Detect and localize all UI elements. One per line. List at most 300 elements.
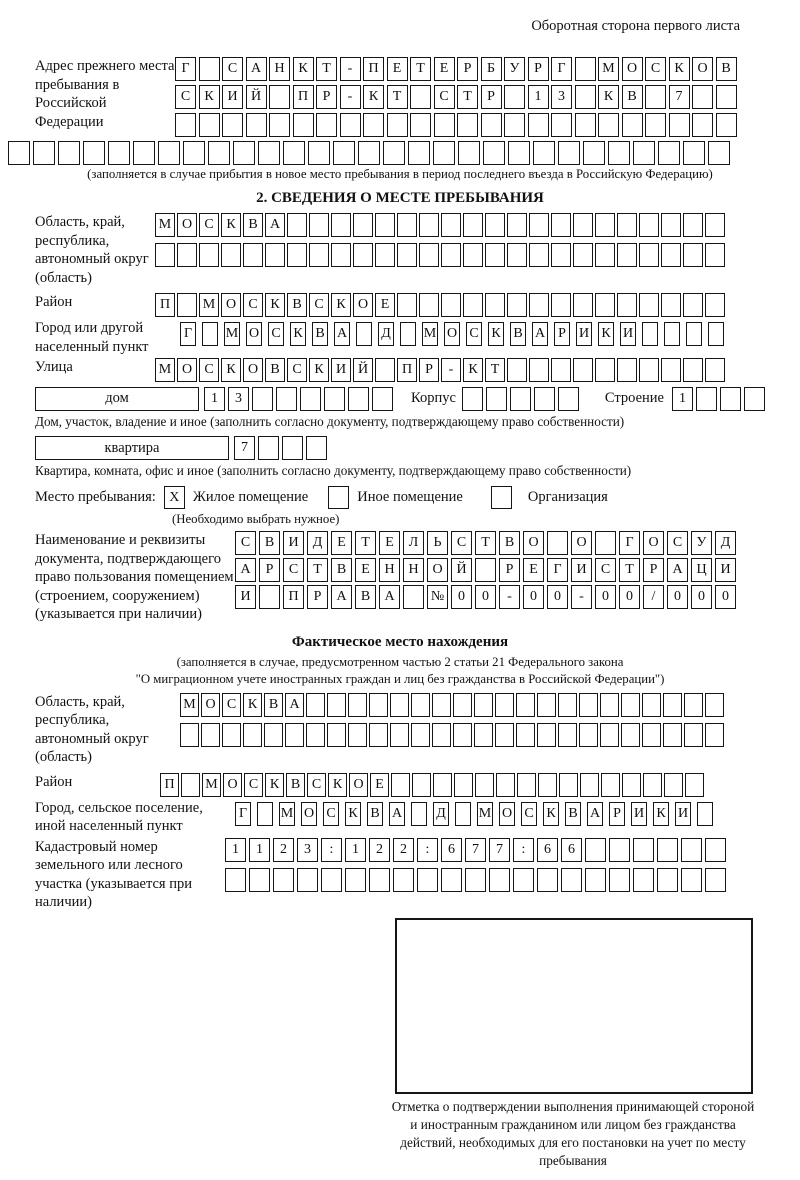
char-box[interactable]: Б [481,57,502,81]
char-box[interactable] [258,141,280,165]
char-box[interactable]: Г [547,558,568,582]
char-box[interactable] [331,213,351,237]
char-box[interactable] [463,213,483,237]
char-box[interactable] [585,838,606,862]
char-box[interactable] [410,85,431,109]
char-box[interactable] [432,723,451,747]
char-box[interactable]: А [334,322,350,346]
char-box[interactable]: В [367,802,383,826]
char-box[interactable] [321,868,342,892]
char-box[interactable]: В [499,531,520,555]
char-box[interactable]: С [244,773,263,797]
char-box[interactable]: К [488,322,504,346]
char-box[interactable] [463,243,483,267]
char-box[interactable] [642,723,661,747]
char-box[interactable]: С [175,85,196,109]
char-box[interactable] [664,322,680,346]
char-box[interactable] [243,243,263,267]
char-box[interactable]: И [715,558,736,582]
char-box[interactable] [457,113,478,137]
char-box[interactable] [463,293,483,317]
char-box[interactable] [269,113,290,137]
char-box[interactable] [485,243,505,267]
char-box[interactable]: О [177,358,197,382]
char-box[interactable] [595,531,616,555]
char-box[interactable]: И [631,802,647,826]
char-box[interactable]: 2 [393,838,414,862]
char-box[interactable]: М [180,693,199,717]
char-box[interactable] [716,85,737,109]
char-box[interactable]: Р [307,585,328,609]
char-box[interactable]: Д [307,531,328,555]
char-box[interactable] [181,773,200,797]
char-box[interactable]: О [427,558,448,582]
char-box[interactable] [716,113,737,137]
char-box[interactable] [683,141,705,165]
char-box[interactable] [481,113,502,137]
char-box[interactable]: Г [175,57,196,81]
char-box[interactable] [441,868,462,892]
char-box[interactable] [685,773,704,797]
char-box[interactable] [686,322,702,346]
char-box[interactable]: С [309,293,329,317]
char-box[interactable]: К [598,85,619,109]
char-box[interactable] [579,693,598,717]
char-box[interactable]: Н [379,558,400,582]
char-box[interactable] [393,868,414,892]
char-box[interactable] [177,293,197,317]
char-box[interactable]: А [246,57,267,81]
char-box[interactable] [622,773,641,797]
char-box[interactable]: Р [643,558,664,582]
char-box[interactable] [595,293,615,317]
char-box[interactable] [595,358,615,382]
char-box[interactable] [537,723,556,747]
char-box[interactable] [533,141,555,165]
char-box[interactable]: М [202,773,221,797]
char-box[interactable] [528,113,549,137]
char-box[interactable]: № [427,585,448,609]
char-box[interactable]: К [543,802,559,826]
char-box[interactable] [529,213,549,237]
char-box[interactable]: С [645,57,666,81]
char-box[interactable] [353,213,373,237]
char-box[interactable]: О [692,57,713,81]
char-box[interactable] [639,213,659,237]
char-box[interactable] [306,693,325,717]
char-box[interactable]: В [622,85,643,109]
char-box[interactable] [243,723,262,747]
char-box[interactable]: И [222,85,243,109]
char-box[interactable]: В [287,293,307,317]
char-box[interactable]: А [331,585,352,609]
char-box[interactable]: А [667,558,688,582]
char-box[interactable] [183,141,205,165]
char-box[interactable]: С [268,322,284,346]
char-box[interactable] [282,436,303,460]
char-box[interactable]: 0 [451,585,472,609]
char-box[interactable] [155,243,175,267]
char-box[interactable]: 2 [273,838,294,862]
char-box[interactable]: 0 [619,585,640,609]
char-box[interactable] [309,243,329,267]
char-box[interactable] [233,141,255,165]
char-box[interactable] [696,387,717,411]
char-box[interactable] [345,868,366,892]
char-box[interactable]: 1 [249,838,270,862]
char-box[interactable] [507,213,527,237]
char-box[interactable]: О [177,213,197,237]
char-box[interactable]: Р [609,802,625,826]
char-box[interactable]: А [532,322,548,346]
char-box[interactable]: Ь [427,531,448,555]
char-box[interactable] [642,322,658,346]
char-box[interactable] [397,213,417,237]
char-box[interactable] [434,113,455,137]
char-box[interactable] [595,213,615,237]
char-box[interactable]: С [434,85,455,109]
char-box[interactable]: - [499,585,520,609]
char-box[interactable]: : [321,838,342,862]
char-box[interactable] [375,358,395,382]
char-box[interactable] [265,243,285,267]
char-box[interactable] [658,141,680,165]
char-box[interactable]: К [345,802,361,826]
char-box[interactable] [504,85,525,109]
char-box[interactable] [663,693,682,717]
char-box[interactable] [486,387,507,411]
char-box[interactable]: И [576,322,592,346]
char-box[interactable]: К [331,293,351,317]
char-box[interactable]: Е [523,558,544,582]
char-box[interactable] [249,868,270,892]
char-box[interactable]: Е [434,57,455,81]
char-box[interactable] [411,693,430,717]
char-box[interactable]: - [340,85,361,109]
char-box[interactable]: К [199,85,220,109]
char-box[interactable]: О [622,57,643,81]
char-box[interactable]: М [199,293,219,317]
char-box[interactable] [600,723,619,747]
char-box[interactable] [720,387,741,411]
char-box[interactable]: Д [715,531,736,555]
char-box[interactable] [432,693,451,717]
char-box[interactable] [400,322,416,346]
char-box[interactable]: 0 [691,585,712,609]
char-box[interactable] [705,838,726,862]
char-box[interactable] [202,322,218,346]
char-box[interactable] [642,693,661,717]
char-box[interactable] [489,868,510,892]
char-box[interactable]: Р [316,85,337,109]
char-box[interactable] [507,293,527,317]
char-box[interactable]: О [523,531,544,555]
char-box[interactable] [508,141,530,165]
char-box[interactable] [595,243,615,267]
char-box[interactable]: Е [355,558,376,582]
char-box[interactable] [681,868,702,892]
char-box[interactable]: С [287,358,307,382]
char-box[interactable]: : [513,838,534,862]
char-box[interactable]: В [264,693,283,717]
char-box[interactable]: Р [419,358,439,382]
char-box[interactable] [617,293,637,317]
char-box[interactable] [257,802,273,826]
char-box[interactable] [475,558,496,582]
char-box[interactable]: П [160,773,179,797]
char-box[interactable]: Т [410,57,431,81]
char-box[interactable] [458,141,480,165]
char-box[interactable]: К [309,358,329,382]
char-box[interactable] [583,141,605,165]
char-box[interactable] [273,868,294,892]
char-box[interactable] [297,868,318,892]
char-box[interactable]: П [155,293,175,317]
char-box[interactable]: О [643,531,664,555]
char-box[interactable]: 1 [225,838,246,862]
char-box[interactable] [661,213,681,237]
char-box[interactable] [453,723,472,747]
char-box[interactable] [681,838,702,862]
char-box[interactable] [375,213,395,237]
char-box[interactable]: М [477,802,493,826]
char-box[interactable]: И [620,322,636,346]
char-box[interactable] [609,838,630,862]
char-box[interactable] [575,57,596,81]
char-box[interactable] [633,868,654,892]
char-box[interactable] [608,141,630,165]
char-box[interactable]: И [283,531,304,555]
char-box[interactable]: 1 [204,387,225,411]
char-box[interactable] [308,141,330,165]
char-box[interactable] [397,293,417,317]
char-box[interactable]: К [463,358,483,382]
char-box[interactable] [276,387,297,411]
char-box[interactable]: В [355,585,376,609]
char-box[interactable] [433,773,452,797]
char-box[interactable] [252,387,273,411]
char-box[interactable] [453,693,472,717]
char-box[interactable] [504,113,525,137]
stay-option-residential-checkbox[interactable]: X [164,486,185,509]
char-box[interactable]: С [222,693,241,717]
char-box[interactable]: Р [481,85,502,109]
char-box[interactable] [705,293,725,317]
char-box[interactable]: С [466,322,482,346]
char-box[interactable]: К [328,773,347,797]
char-box[interactable] [669,113,690,137]
char-box[interactable] [529,358,549,382]
char-box[interactable]: Ц [691,558,712,582]
char-box[interactable] [575,113,596,137]
char-box[interactable] [708,141,730,165]
char-box[interactable]: В [265,358,285,382]
char-box[interactable]: С [323,802,339,826]
char-box[interactable]: С [199,358,219,382]
house-type-box[interactable]: дом [35,387,199,411]
char-box[interactable]: М [279,802,295,826]
char-box[interactable] [573,293,593,317]
char-box[interactable]: Г [619,531,640,555]
char-box[interactable] [8,141,30,165]
char-box[interactable]: И [331,358,351,382]
char-box[interactable] [287,213,307,237]
char-box[interactable] [403,585,424,609]
char-box[interactable] [661,293,681,317]
char-box[interactable]: К [221,358,241,382]
char-box[interactable] [199,113,220,137]
char-box[interactable] [516,723,535,747]
char-box[interactable] [621,723,640,747]
char-box[interactable] [433,141,455,165]
char-box[interactable] [411,802,427,826]
char-box[interactable] [419,293,439,317]
char-box[interactable]: 0 [475,585,496,609]
char-box[interactable] [175,113,196,137]
char-box[interactable] [390,693,409,717]
char-box[interactable] [327,723,346,747]
char-box[interactable] [441,243,461,267]
char-box[interactable] [534,387,555,411]
char-box[interactable] [705,868,726,892]
char-box[interactable] [692,85,713,109]
char-box[interactable] [705,358,725,382]
char-box[interactable] [390,723,409,747]
char-box[interactable] [258,436,279,460]
char-box[interactable]: М [422,322,438,346]
char-box[interactable]: В [716,57,737,81]
char-box[interactable]: М [598,57,619,81]
char-box[interactable]: О [571,531,592,555]
char-box[interactable] [410,113,431,137]
char-box[interactable] [411,723,430,747]
char-box[interactable]: О [201,693,220,717]
char-box[interactable] [663,723,682,747]
char-box[interactable] [465,868,486,892]
char-box[interactable]: М [155,358,175,382]
char-box[interactable]: 0 [667,585,688,609]
stay-option-organization-checkbox[interactable] [491,486,512,509]
char-box[interactable] [551,113,572,137]
char-box[interactable]: Т [485,358,505,382]
char-box[interactable] [348,387,369,411]
char-box[interactable] [408,141,430,165]
char-box[interactable]: А [379,585,400,609]
char-box[interactable]: С [243,293,263,317]
char-box[interactable] [306,723,325,747]
char-box[interactable] [601,773,620,797]
char-box[interactable] [199,57,220,81]
char-box[interactable] [419,243,439,267]
char-box[interactable]: 3 [228,387,249,411]
char-box[interactable] [507,358,527,382]
char-box[interactable]: Д [378,322,394,346]
char-box[interactable]: В [286,773,305,797]
char-box[interactable] [537,693,556,717]
char-box[interactable] [269,85,290,109]
char-box[interactable] [559,773,578,797]
char-box[interactable] [419,213,439,237]
char-box[interactable] [358,141,380,165]
char-box[interactable]: Е [379,531,400,555]
char-box[interactable] [683,213,703,237]
stay-option-other-checkbox[interactable] [328,486,349,509]
char-box[interactable]: К [653,802,669,826]
char-box[interactable]: С [199,213,219,237]
char-box[interactable] [462,387,483,411]
char-box[interactable]: Т [475,531,496,555]
char-box[interactable] [538,773,557,797]
char-box[interactable]: Е [331,531,352,555]
char-box[interactable] [617,243,637,267]
char-box[interactable] [633,141,655,165]
char-box[interactable]: 3 [297,838,318,862]
char-box[interactable] [617,358,637,382]
char-box[interactable]: А [587,802,603,826]
char-box[interactable]: 0 [523,585,544,609]
char-box[interactable] [208,141,230,165]
char-box[interactable] [643,773,662,797]
char-box[interactable]: - [340,57,361,81]
char-box[interactable]: К [293,57,314,81]
char-box[interactable] [645,113,666,137]
char-box[interactable]: Т [619,558,640,582]
char-box[interactable] [684,693,703,717]
char-box[interactable] [108,141,130,165]
char-box[interactable] [475,773,494,797]
char-box[interactable]: Е [387,57,408,81]
char-box[interactable]: Е [375,293,395,317]
char-box[interactable]: В [243,213,263,237]
char-box[interactable]: С [451,531,472,555]
char-box[interactable]: Т [316,57,337,81]
char-box[interactable] [327,693,346,717]
char-box[interactable]: 2 [369,838,390,862]
char-box[interactable]: Д [433,802,449,826]
char-box[interactable] [558,141,580,165]
char-box[interactable] [705,243,725,267]
char-box[interactable]: Л [403,531,424,555]
char-box[interactable]: М [155,213,175,237]
char-box[interactable] [510,387,531,411]
char-box[interactable]: П [397,358,417,382]
char-box[interactable] [495,723,514,747]
char-box[interactable] [483,141,505,165]
char-box[interactable]: 1 [345,838,366,862]
char-box[interactable]: К [221,213,241,237]
char-box[interactable]: - [441,358,461,382]
char-box[interactable] [580,773,599,797]
char-box[interactable] [283,141,305,165]
char-box[interactable] [300,387,321,411]
char-box[interactable]: 0 [595,585,616,609]
char-box[interactable]: П [283,585,304,609]
char-box[interactable]: 1 [528,85,549,109]
char-box[interactable] [264,723,283,747]
char-box[interactable] [684,723,703,747]
char-box[interactable]: Й [246,85,267,109]
char-box[interactable]: К [265,293,285,317]
char-box[interactable]: У [691,531,712,555]
char-box[interactable] [412,773,431,797]
char-box[interactable] [201,723,220,747]
char-box[interactable]: Й [353,358,373,382]
char-box[interactable]: : [417,838,438,862]
char-box[interactable]: П [293,85,314,109]
char-box[interactable] [287,243,307,267]
apartment-type-box[interactable]: квартира [35,436,229,460]
char-box[interactable]: С [283,558,304,582]
